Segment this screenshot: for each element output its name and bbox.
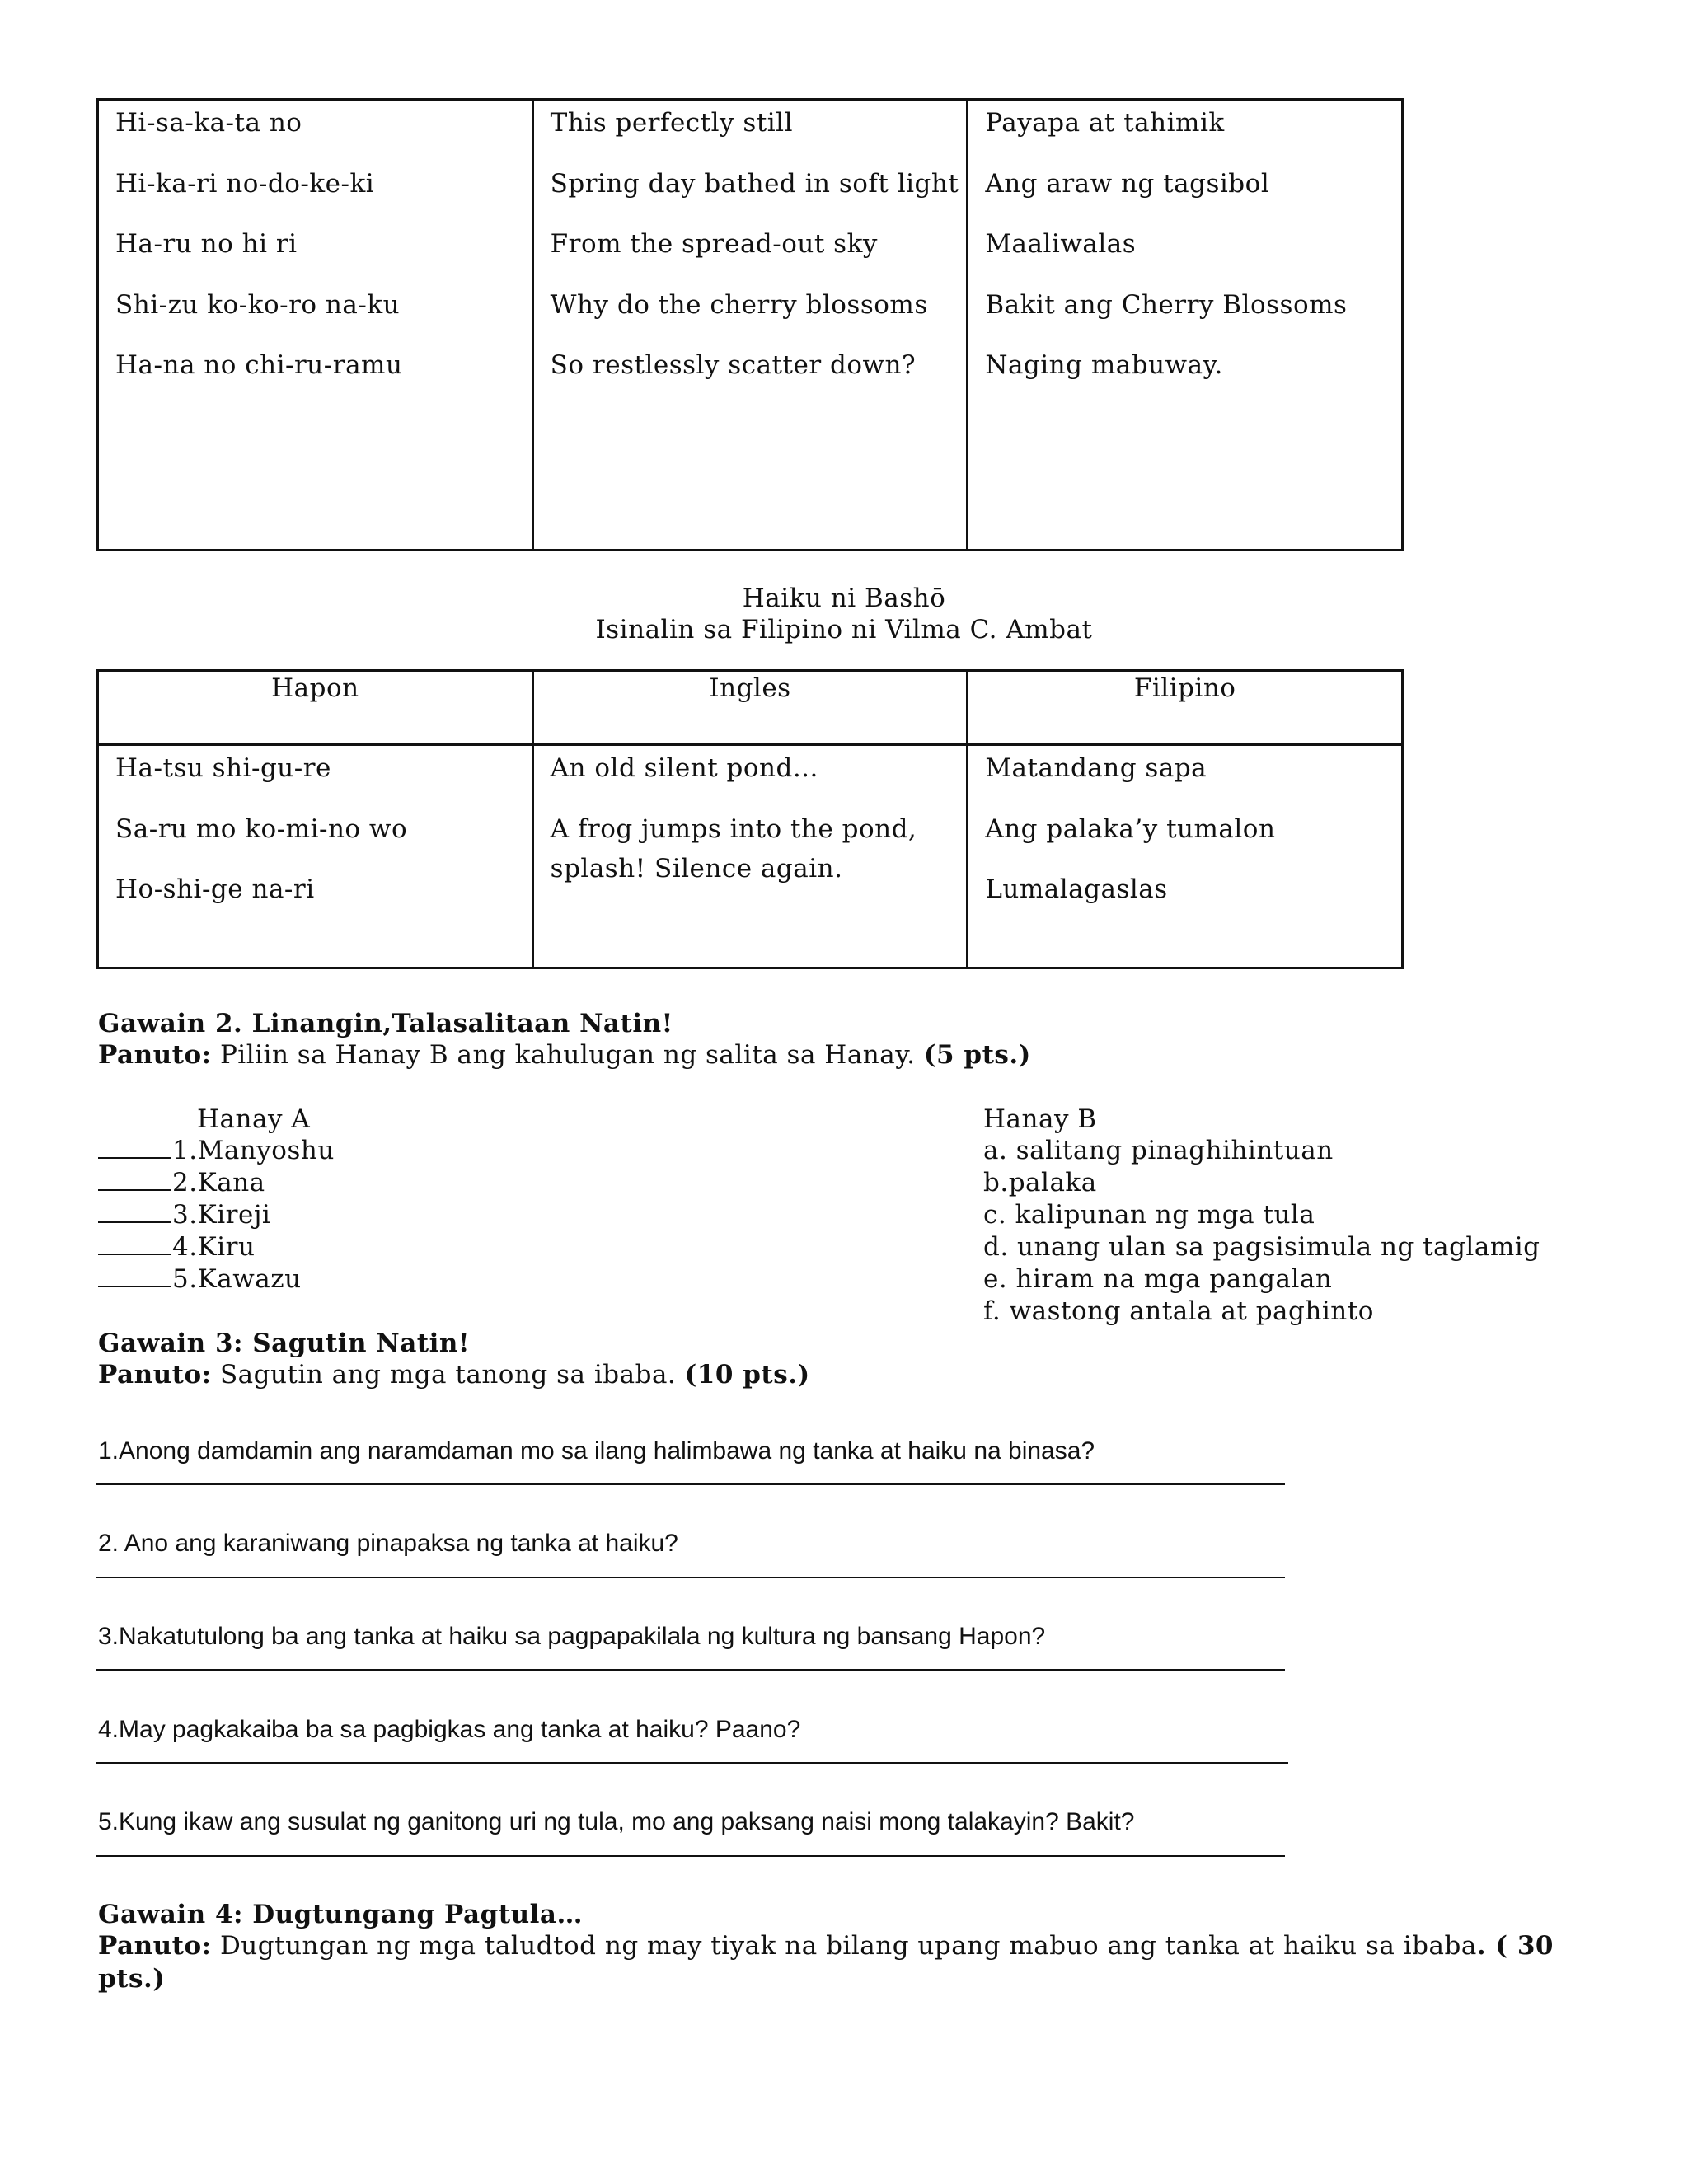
tanka-japanese-column [98, 100, 533, 551]
panuto-label: Panuto: [98, 1931, 212, 1961]
answer-blank[interactable] [98, 1171, 171, 1191]
hanay-b-item: c. kalipunan ng mga tula [983, 1200, 1315, 1230]
hanay-a-label: 4.Kiru [172, 1232, 256, 1262]
haiku-line: Ang palaka’y tumalon [985, 813, 1276, 844]
hanay-a-item [98, 1168, 265, 1197]
hanay-b-item: a. salitang pinaghihintuan [983, 1136, 1334, 1165]
hanay-a-label: 3.Kireji [172, 1200, 271, 1230]
haiku-ingles-column [532, 745, 968, 968]
tanka-table [96, 98, 1404, 551]
answer-line-3[interactable] [96, 1669, 1285, 1671]
hanay-a-item [98, 1264, 302, 1294]
gawain2-instructions [98, 1040, 1031, 1070]
haiku-line: Matandang sapa [985, 753, 1207, 783]
haiku-line: Ha-tsu shi-gu-re [115, 753, 331, 783]
haiku-line: splash! Silence again. [550, 854, 843, 883]
answer-line-2[interactable] [96, 1577, 1285, 1578]
tanka-line: This perfectly still [550, 108, 794, 138]
tanka-line: Ang araw ng tagsibol [985, 168, 1270, 199]
hanay-a-label: 2.Kana [172, 1168, 265, 1197]
gawain2-title: Gawain 2. Linangin,Talasalitaan Natin! [98, 1009, 673, 1038]
points: . ( 30 [1476, 1931, 1554, 1961]
tanka-line: Ha-ru no hi ri [115, 229, 298, 259]
gawain4-points-continued: pts.) [98, 1964, 166, 1994]
hanay-a-title: Hanay A [197, 1104, 311, 1134]
panuto-text: Sagutin ang mga tanong sa ibaba. [211, 1360, 685, 1390]
question-2: 2. Ano ang karaniwang pinapaksa ng tanka at haiku? [98, 1530, 678, 1557]
haiku-caption-translator: Isinalin sa Filipino ni Vilma C. Ambat [595, 615, 1093, 644]
tanka-line: Ha-na no chi-ru-ramu [115, 350, 403, 380]
tanka-line: Why do the cherry blossoms [550, 289, 928, 320]
hanay-a-label: 1.Manyoshu [172, 1136, 335, 1165]
hanay-a-item [98, 1200, 270, 1230]
haiku-caption-title: Haiku ni Bashō [742, 583, 946, 613]
question-4: 4.May pagkakaiba ba sa pagbigkas ang tanka at haiku? Paano? [98, 1716, 801, 1743]
answer-blank[interactable] [98, 1203, 171, 1223]
tanka-line: Spring day bathed in soft light [550, 168, 959, 199]
header-label: Filipino [1133, 673, 1236, 703]
tanka-english-column [532, 100, 968, 551]
panuto-text: Dugtungan ng mga taludtod ng may tiyak na bilang upang mabuo ang tanka at haiku sa ibaba [211, 1931, 1477, 1961]
hanay-b-item: e. hiram na mga pangalan [983, 1264, 1333, 1294]
header-label: Ingles [709, 673, 791, 703]
question-5: 5.Kung ikaw ang susulat ng ganitong uri ng tula, mo ang paksang naisi mong talakayin? Bakit? [98, 1808, 1135, 1835]
hanay-a-item [98, 1232, 255, 1262]
answer-line-5[interactable] [96, 1855, 1285, 1857]
haiku-table [96, 669, 1404, 969]
tanka-line: Shi-zu ko-ko-ro na-ku [115, 289, 401, 320]
gawain3-instructions [98, 1360, 810, 1390]
gawain4-title: Gawain 4: Dugtungang Pagtula… [98, 1900, 583, 1929]
haiku-line: A frog jumps into the pond, [550, 813, 917, 844]
points: (10 pts.) [684, 1360, 810, 1390]
hanay-b-title: Hanay B [983, 1104, 1097, 1134]
haiku-line: An old silent pond... [550, 753, 818, 783]
answer-line-4[interactable] [96, 1762, 1288, 1764]
gawain3-title: Gawain 3: Sagutin Natin! [98, 1329, 471, 1358]
answer-blank[interactable] [98, 1139, 171, 1159]
tanka-line: Hi-sa-ka-ta no [115, 108, 302, 138]
answer-line-1[interactable] [96, 1483, 1285, 1485]
hanay-a-label: 5.Kawazu [172, 1264, 302, 1294]
haiku-filipino-column [968, 745, 1403, 968]
hanay-b-item: d. unang ulan sa pagsisimula ng taglamig [983, 1232, 1540, 1262]
tanka-line: Hi-ka-ri no-do-ke-ki [115, 168, 375, 199]
haiku-line: Ho-shi-ge na-ri [115, 874, 315, 904]
panuto-label: Panuto: [98, 1360, 212, 1390]
header-label: Hapon [271, 673, 359, 703]
question-1: 1.Anong damdamin ang naramdaman mo sa ilang halimbawa ng tanka at haiku na binasa? [98, 1437, 1095, 1465]
tanka-line: Bakit ang Cherry Blossoms [985, 289, 1348, 320]
answer-blank[interactable] [98, 1268, 171, 1287]
hanay-a-item [98, 1136, 335, 1165]
hanay-b-item: f. wastong antala at paghinto [983, 1296, 1374, 1326]
panuto-label: Panuto: [98, 1040, 212, 1070]
haiku-line: Sa-ru mo ko-mi-no wo [115, 813, 408, 844]
points: (5 pts.) [923, 1040, 1031, 1070]
haiku-hapon-column [98, 745, 533, 968]
tanka-line: From the spread-out sky [550, 229, 878, 259]
tanka-filipino-column [968, 100, 1403, 551]
tanka-line: Naging mabuway. [985, 350, 1223, 380]
haiku-line: Lumalagaslas [985, 874, 1168, 904]
tanka-line: So restlessly scatter down? [550, 350, 917, 380]
question-3: 3.Nakatutulong ba ang tanka at haiku sa pagpapakilala ng kultura ng bansang Hapon? [98, 1623, 1046, 1650]
hanay-b-item: b.palaka [983, 1168, 1097, 1197]
tanka-line: Payapa at tahimik [985, 108, 1225, 138]
answer-blank[interactable] [98, 1235, 171, 1255]
gawain4-instructions [98, 1931, 1554, 1961]
panuto-text: Piliin sa Hanay B ang kahulugan ng salita sa Hanay. [211, 1040, 924, 1070]
tanka-line: Maaliwalas [985, 229, 1137, 259]
